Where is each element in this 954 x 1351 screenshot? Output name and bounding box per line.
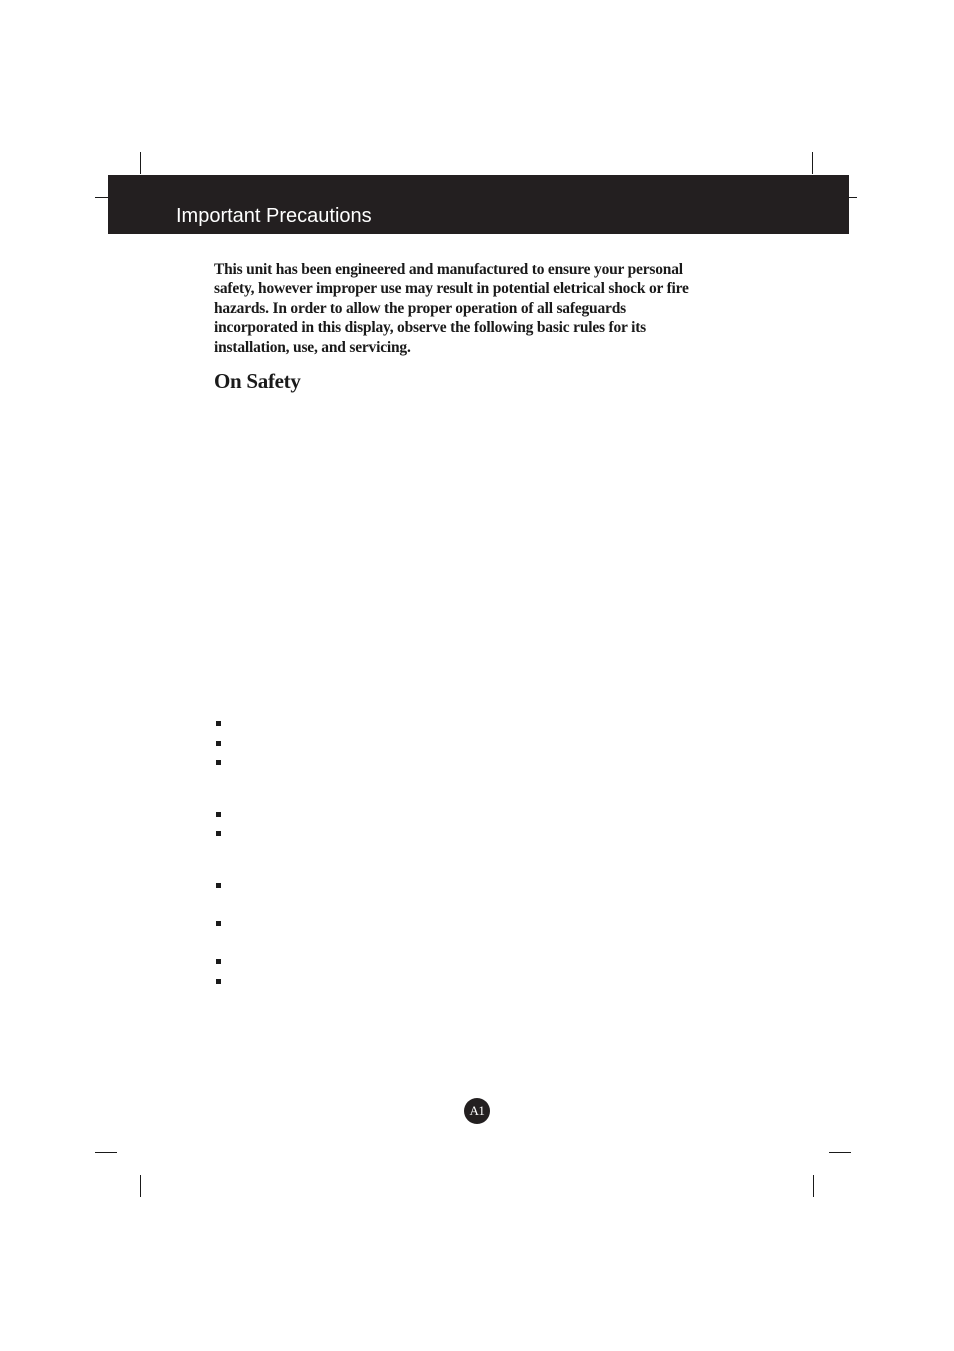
bullet-marker — [216, 760, 221, 765]
bullet-marker — [216, 921, 221, 926]
page-title: Important Precautions — [176, 205, 372, 227]
crop-mark-bottom-left — [140, 1175, 141, 1197]
bullet-marker — [216, 959, 221, 964]
intro-line: incorporated in this display, observe the following basic rules for its — [214, 319, 647, 337]
intro-line: installation, use, and servicing. — [214, 338, 411, 356]
page-number-badge: A1 — [464, 1098, 490, 1124]
bullet-marker — [216, 812, 221, 817]
bullet-marker — [216, 741, 221, 746]
intro-line: This unit has been engineered and manufactured to ensure your personal — [214, 261, 683, 278]
intro-paragraph — [214, 260, 734, 357]
crop-mark-top-right — [812, 152, 813, 174]
intro-line: hazards. In order to allow the proper operation of all safeguards — [214, 299, 626, 317]
header-bar — [108, 175, 849, 234]
bullet-marker — [216, 831, 221, 836]
bullet-marker — [216, 883, 221, 888]
crop-mark-top-left — [140, 152, 141, 174]
bullet-marker — [216, 721, 221, 726]
section-heading: On Safety — [214, 369, 301, 393]
crop-mark-bottom-right-horizontal — [829, 1152, 851, 1153]
bullet-marker — [216, 979, 221, 984]
intro-line: safety, however improper use may result in potential eletrical shock or fire — [214, 280, 689, 298]
crop-mark-bottom-left-horizontal — [95, 1152, 117, 1153]
crop-mark-bottom-right — [813, 1175, 814, 1197]
